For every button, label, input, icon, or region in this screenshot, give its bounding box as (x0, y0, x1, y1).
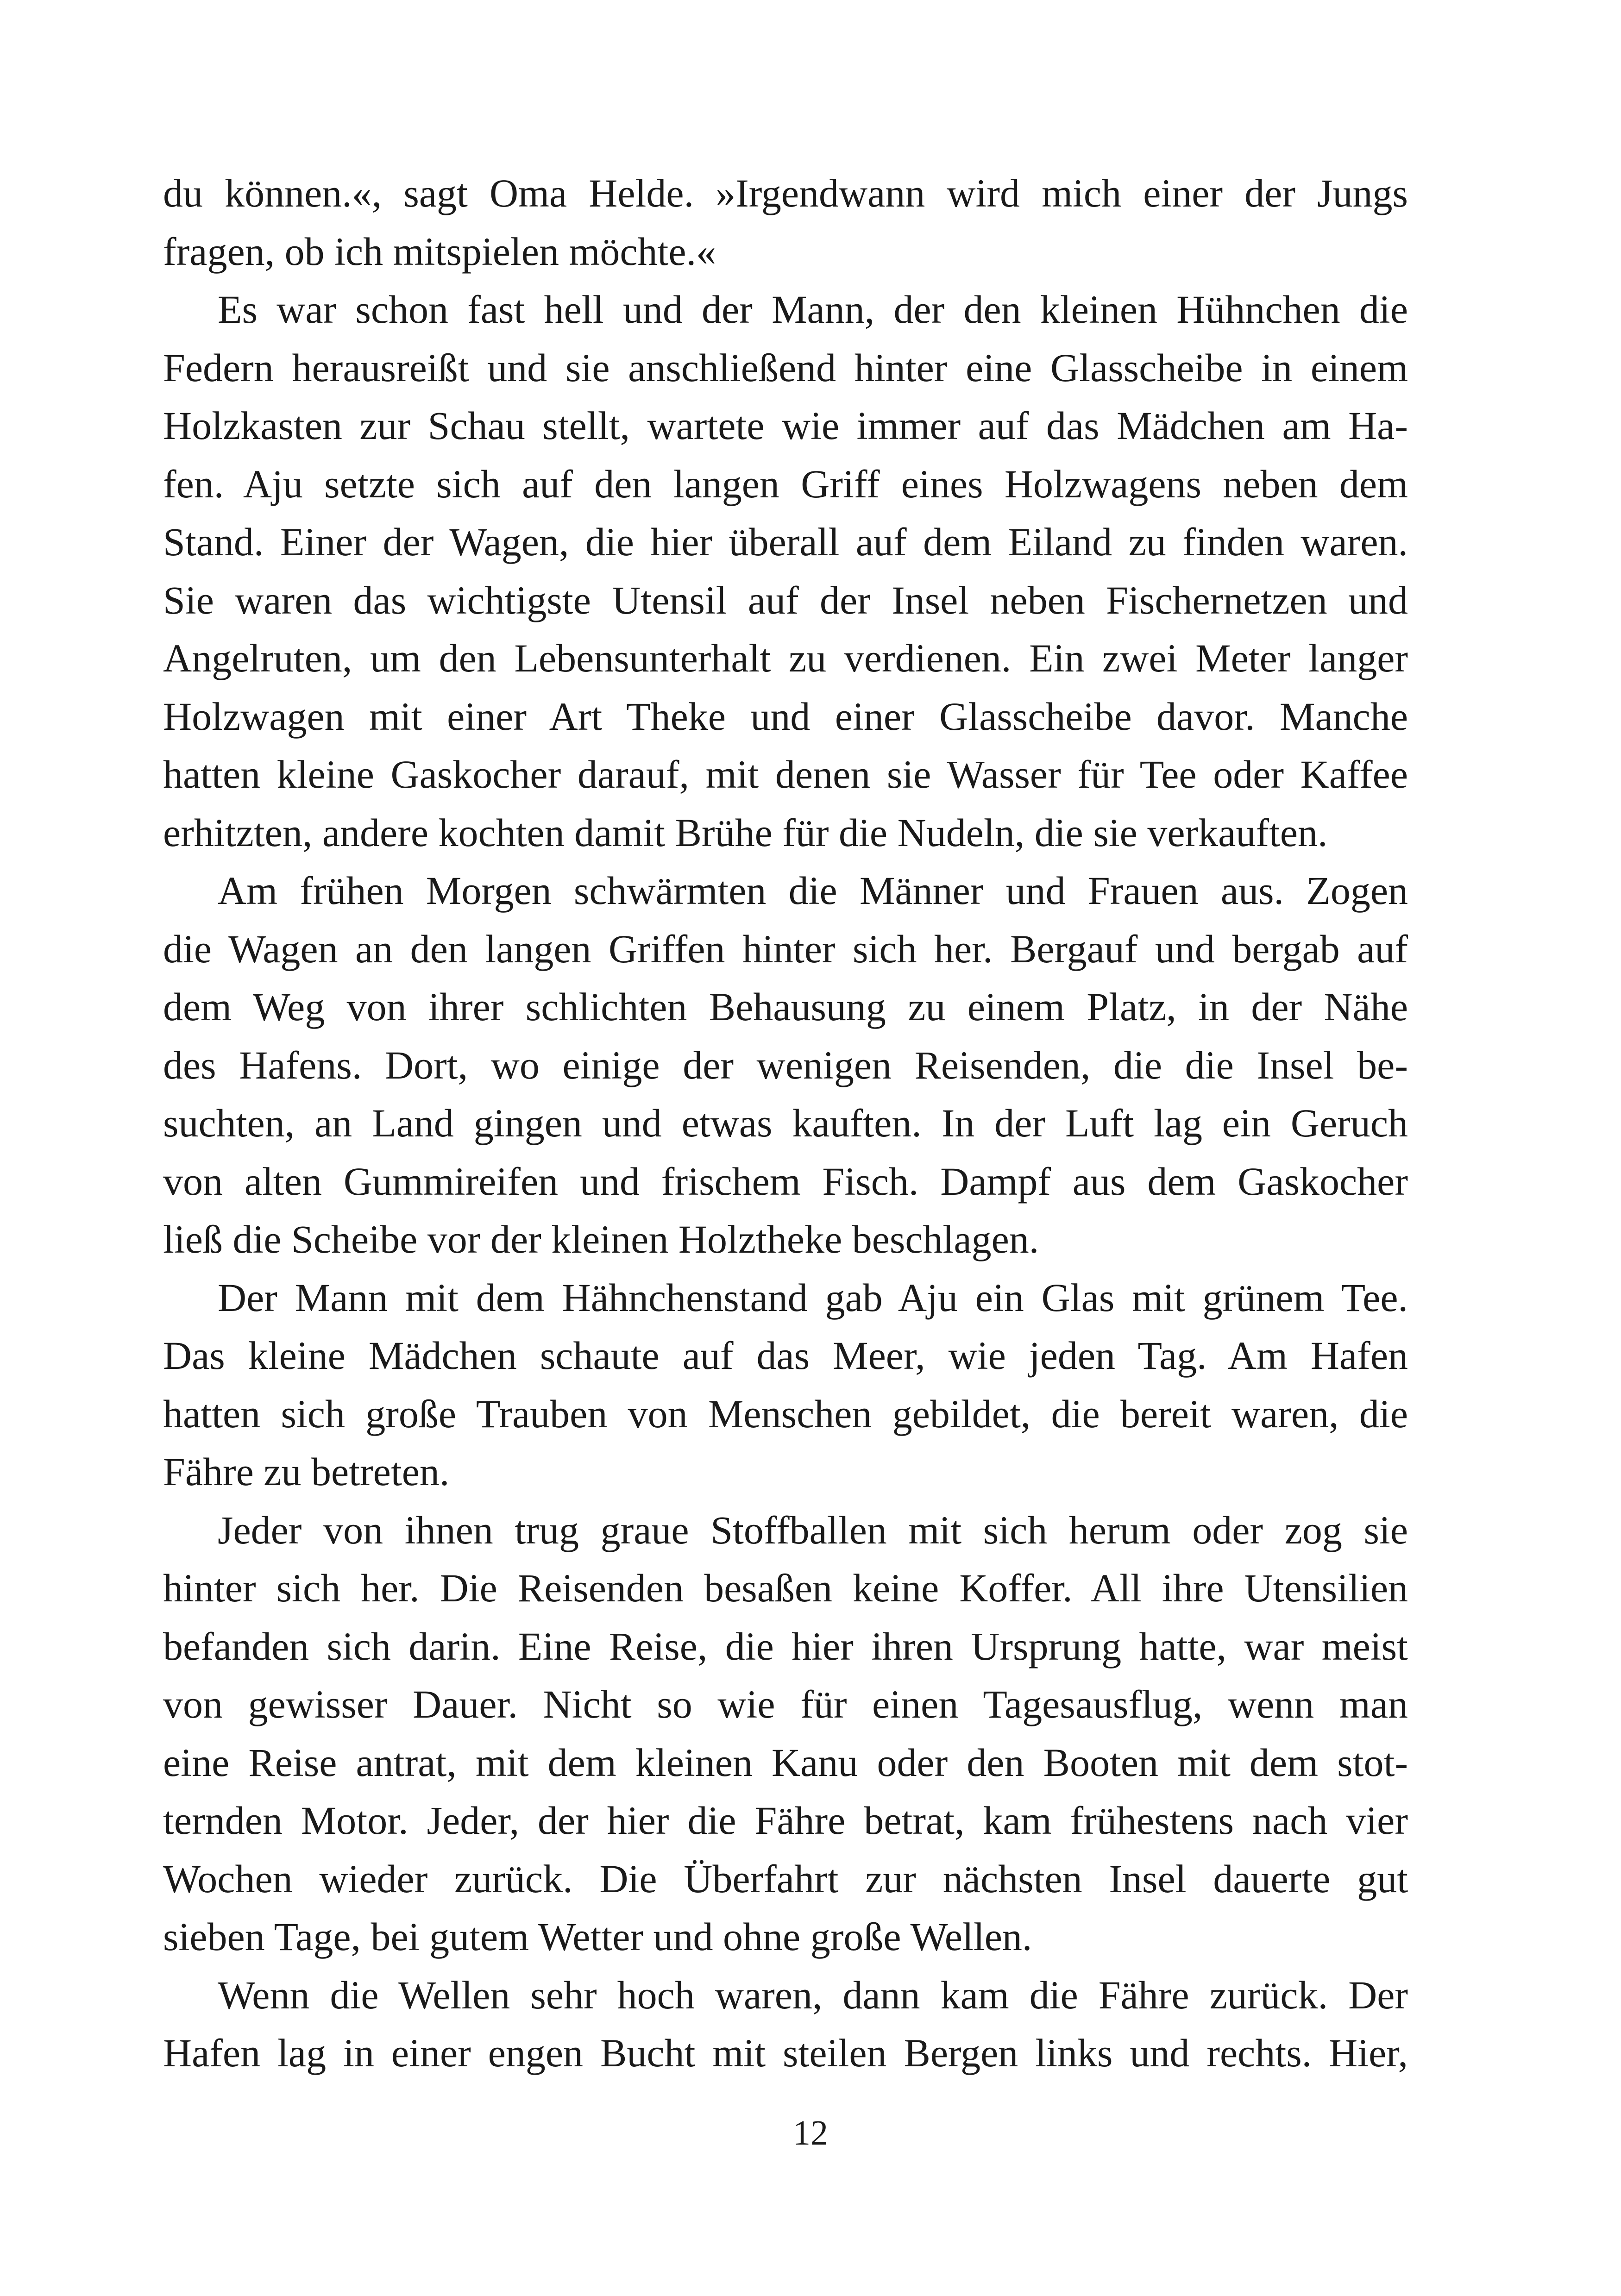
text-line: Es war schon fast hell und der Mann, der den kleinen Hühnchen die (218, 287, 1408, 332)
text-line: sieben Tage, bei gutem Wetter und ohne große Wellen. (163, 1914, 1032, 1959)
text-line: dem Weg von ihrer schlichten Behausung zu einem Platz, in der Nähe (163, 985, 1408, 1029)
text-line: von gewisser Dauer. Nicht so wie für einen Tagesausflug, wenn man (163, 1682, 1408, 1726)
text-line: Fähre zu betreten. (163, 1449, 450, 1494)
text-line: suchten, an Land gingen und etwas kauften. In der Luft lag ein Geruch (163, 1101, 1408, 1145)
text-line: Am frühen Morgen schwärmten die Männer und Frauen aus. Zogen (218, 868, 1408, 913)
text-line: Hafen lag in einer engen Bucht mit steilen Bergen links und rechts. Hier, (163, 2031, 1408, 2075)
text-line: fragen, ob ich mitspielen möchte.« (163, 229, 716, 274)
text-line: du können.«, sagt Oma Helde. »Irgendwann wird mich einer der Jungs (163, 171, 1408, 215)
text-line: Jeder von ihnen trug graue Stoffballen mit sich herum oder zog sie (218, 1507, 1408, 1552)
text-line: Der Mann mit dem Hähnchenstand gab Aju ein Glas mit grünem Tee. (218, 1275, 1408, 1320)
text-line: Wochen wieder zurück. Die Überfahrt zur nächsten Insel dauerte gut (163, 1856, 1408, 1901)
text-line: Holzwagen mit einer Art Theke und einer Glasscheibe davor. Manche (163, 694, 1408, 739)
text-line: fen. Aju setzte sich auf den langen Griff eines Holzwagens neben dem (163, 461, 1408, 506)
text-line: hatten kleine Gaskocher darauf, mit denen sie Wasser für Tee oder Kaffee (163, 752, 1408, 797)
text-line: ternden Motor. Jeder, der hier die Fähre betrat, kam frühestens nach vier (163, 1798, 1408, 1843)
text-line: Federn herausreißt und sie anschließend hinter eine Glasscheibe in einem (163, 345, 1408, 390)
text-line: Das kleine Mädchen schaute auf das Meer, wie jeden Tag. Am Hafen (163, 1333, 1408, 1378)
text-line: hatten sich große Trauben von Menschen gebildet, die bereit waren, die (163, 1391, 1408, 1436)
text-line: Sie waren das wichtigste Utensil auf der Insel neben Fischernetzen und (163, 577, 1408, 622)
text-line: Stand. Einer der Wagen, die hier überall auf dem Eiland zu finden waren. (163, 520, 1408, 564)
text-line: hinter sich her. Die Reisenden besaßen keine Koffer. All ihre Utensilien (163, 1566, 1408, 1610)
body-text (163, 164, 1408, 2083)
text-line: ließ die Scheibe vor der kleinen Holztheke beschlagen. (163, 1217, 1039, 1261)
text-line: eine Reise antrat, mit dem kleinen Kanu oder den Booten mit dem stot- (163, 1740, 1408, 1785)
text-line: Angelruten, um den Lebensunterhalt zu verdienen. Ein zwei Meter langer (163, 636, 1408, 680)
text-line: Wenn die Wellen sehr hoch waren, dann kam die Fähre zurück. Der (218, 1972, 1408, 2017)
page-number: 12 (793, 2114, 828, 2152)
text-line: von alten Gummireifen und frischem Fisch. Dampf aus dem Gaskocher (163, 1159, 1408, 1204)
text-line: des Hafens. Dort, wo einige der wenigen Reisenden, die die Insel be- (163, 1042, 1408, 1087)
text-line: erhitzten, andere kochten damit Brühe für die Nudeln, die sie verkauften. (163, 810, 1328, 855)
text-line: Holzkasten zur Schau stellt, wartete wie immer auf das Mädchen am Ha- (163, 403, 1408, 448)
text-line: befanden sich darin. Eine Reise, die hier ihren Ursprung hatte, war meist (163, 1624, 1408, 1669)
text-line: die Wagen an den langen Griffen hinter sich her. Bergauf und bergab auf (163, 926, 1408, 971)
